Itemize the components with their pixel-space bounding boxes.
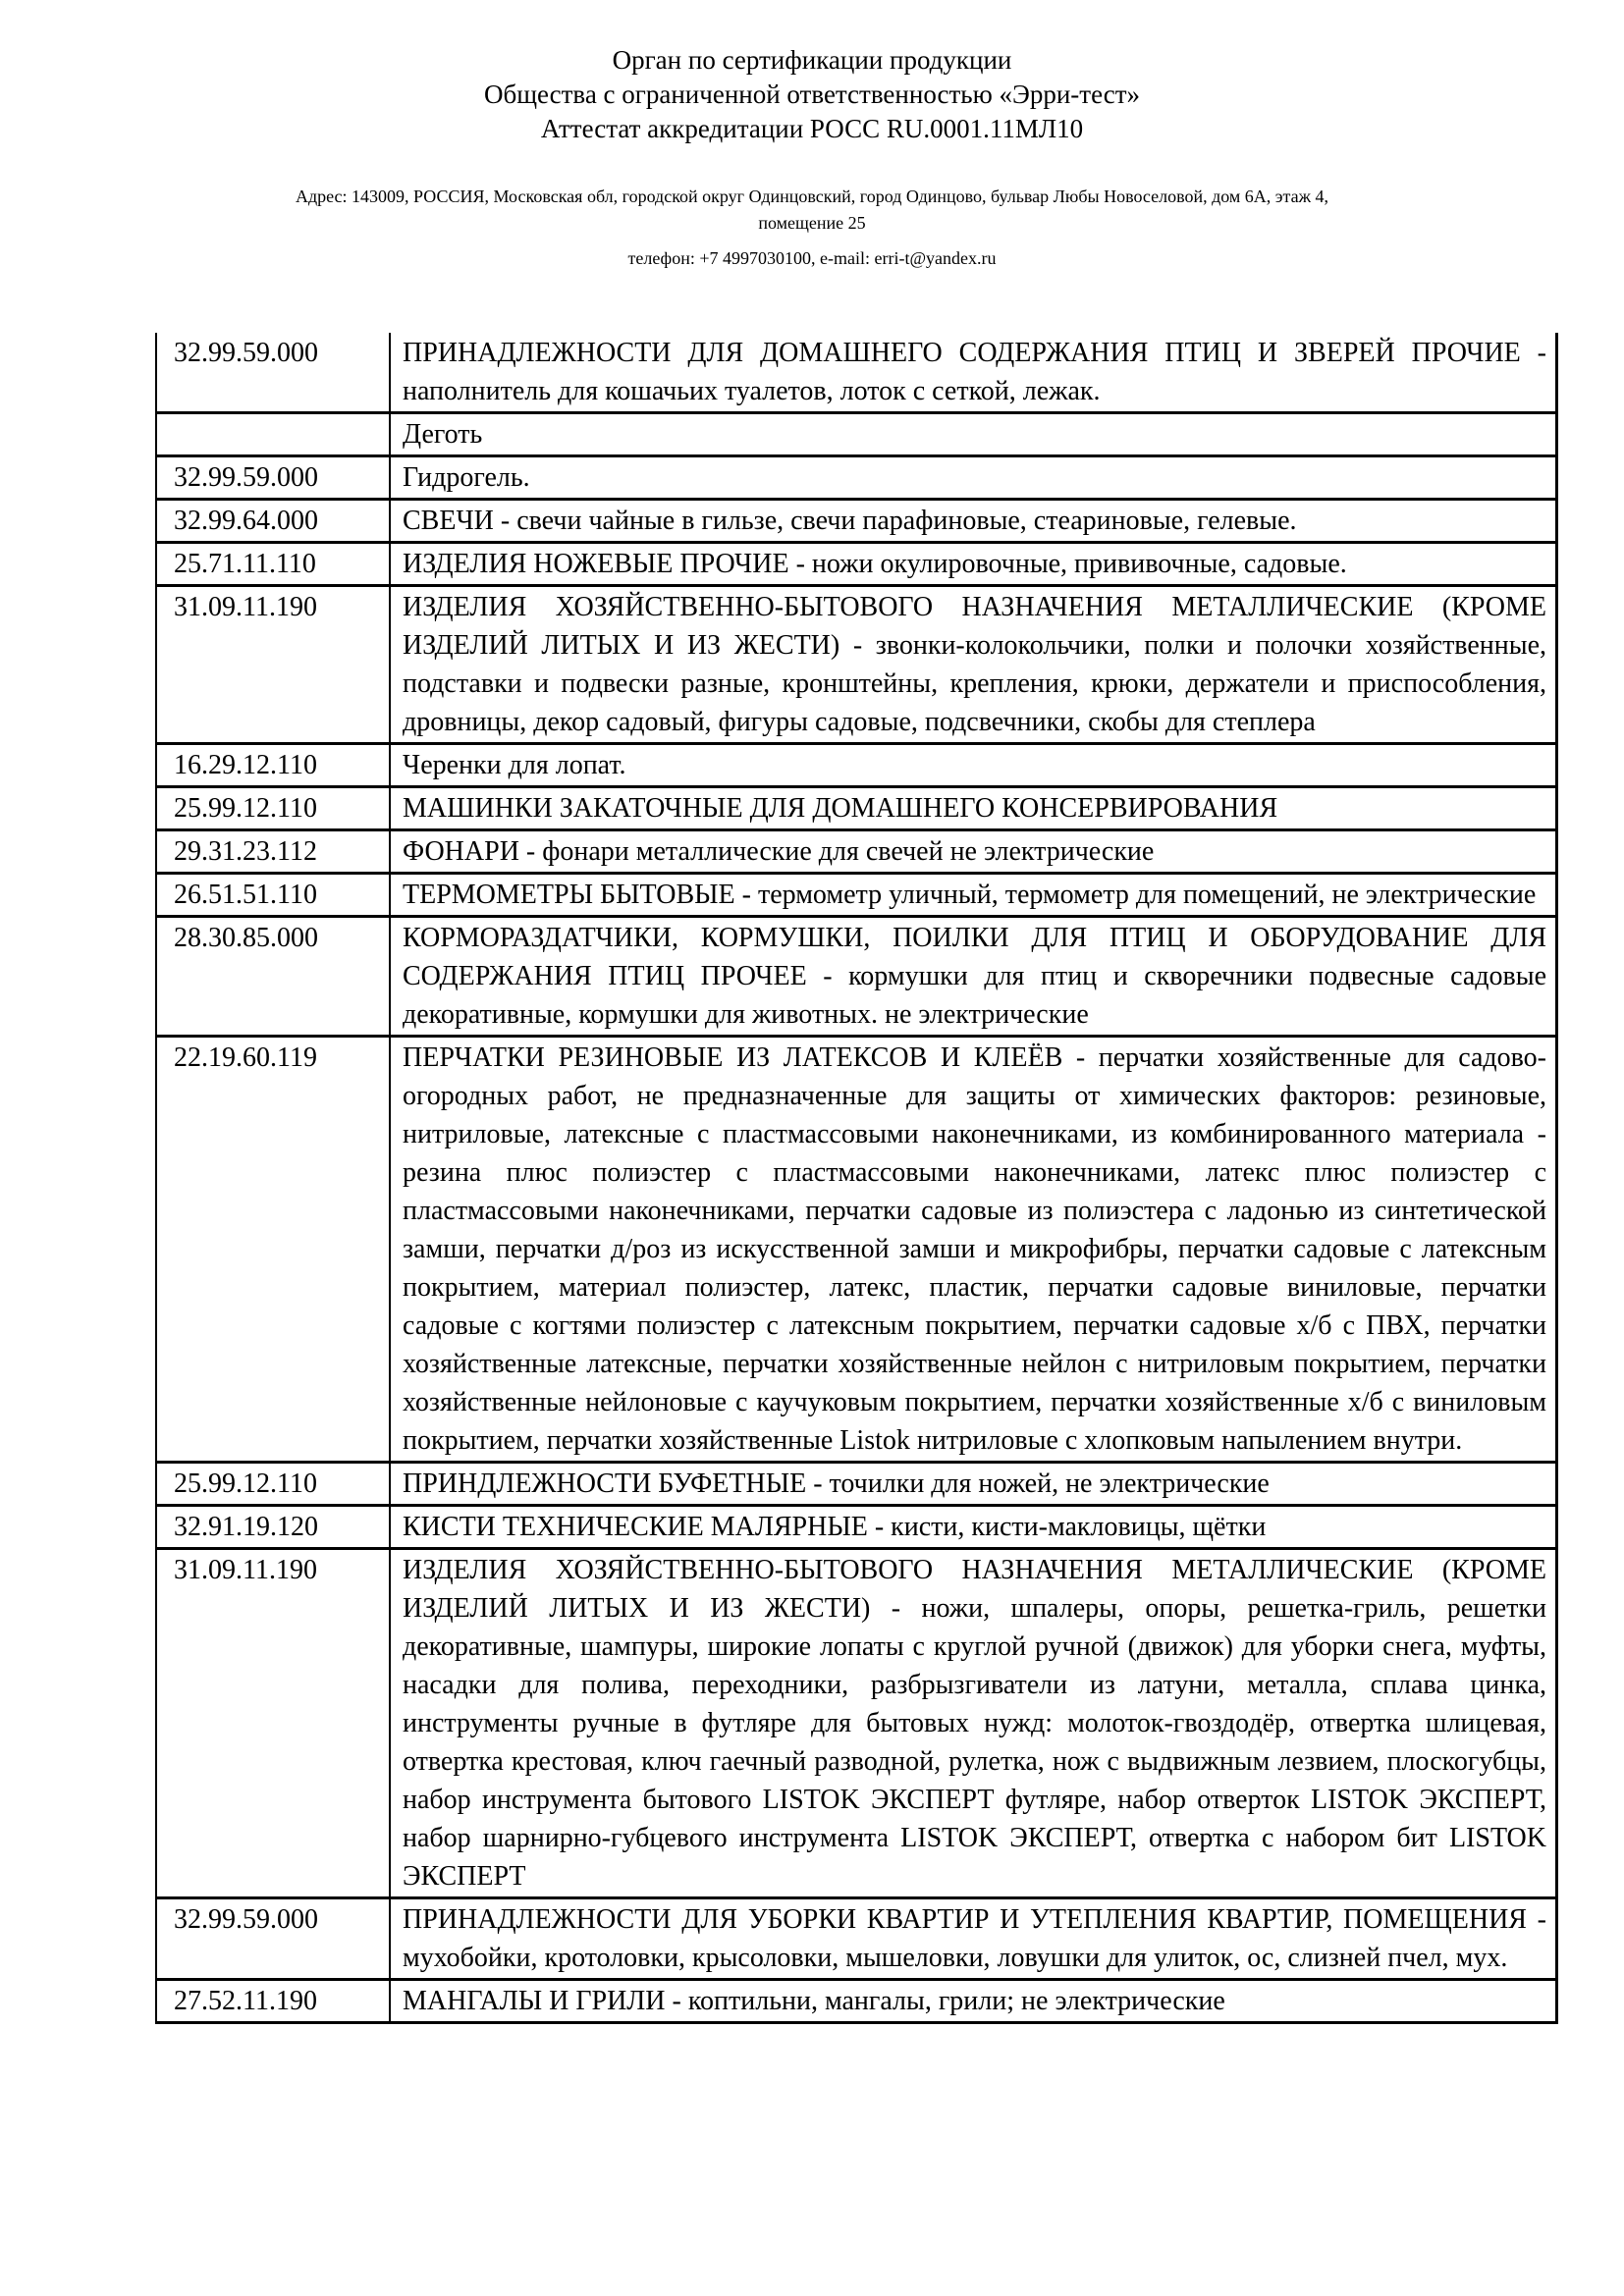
description-cell: СВЕЧИ - свечи чайные в гильзе, свечи парафиновые, стеариновые, гелевые. [403,506,1297,536]
org-title-line2: Общества с ограниченной ответственностью «Эрри-тест» [483,80,1141,109]
table-row [157,1550,1555,1899]
address-block [0,184,1624,272]
code-cell: 25.99.12.110 [157,788,391,828]
code-cell: 32.91.19.120 [157,1507,391,1547]
description-cell: КИСТИ ТЕХНИЧЕСКИЕ МАЛЯРНЫЕ - кисти, кисти-макловицы, щётки [403,1512,1267,1542]
table-row [157,587,1555,745]
contact-line: телефон: +7 4997030100, e-mail: erri-t@yandex.ru [627,248,997,268]
table-row [157,501,1555,544]
code-cell: 29.31.23.112 [157,831,391,872]
code-cell: 32.99.59.000 [157,1899,391,1978]
code-cell: 28.30.85.000 [157,918,391,1035]
table-row [157,875,1555,918]
table-row [157,457,1555,501]
code-cell: 25.99.12.110 [157,1464,391,1504]
code-cell [157,414,391,454]
description-cell: ФОНАРИ - фонари металлические для свечей не электрические [403,836,1155,867]
table-row [157,1981,1555,2024]
code-cell: 32.99.59.000 [157,457,391,498]
address-line2: помещение 25 [758,213,866,233]
code-cell: 22.19.60.119 [157,1038,391,1461]
table-row [157,1464,1555,1507]
table-row [157,1899,1555,1981]
accreditation-line: Аттестат аккредитации РОСС RU.0001.11МЛ10 [540,114,1084,143]
table-row [157,831,1555,875]
description-cell: Гидрогель. [403,462,530,493]
description-cell: ИЗДЕЛИЯ ХОЗЯЙСТВЕННО-БЫТОВОГО НАЗНАЧЕНИЯ МЕТАЛЛИЧЕСКИЕ (КРОМЕ ИЗДЕЛИЙ ЛИТЫХ И ИЗ ЖЕСТИ) - звонки-колокольчики, полки и полочки хозяйственные, подставки и подвески разные, кронштейны, крепления, крюки, держатели и приспособления, дровницы, декор садовый, фигуры садовые, подсвечники, скобы для степлера [403,592,1546,737]
description-cell: ПЕРЧАТКИ РЕЗИНОВЫЕ ИЗ ЛАТЕКСОВ И КЛЕЁВ - перчатки хозяйственные для садово-огородных работ, не предназначенные для защиты от химических факторов: резиновые, нитриловые, латексные с пластмассовыми наконечниками, из комбинированного материала - резина плюс полиэстер с пластмассовыми наконечниками, латекс плюс полиэстер с пластмассовыми наконечниками, перчатки садовые из полиэстера с ладонью из синтетической замши, перчатки д/роз из искусственной замши и микрофибры, перчатки садовые с латексным покрытием, материал полиэстер, латекс, пластик, перчатки садовые виниловые, перчатки садовые с когтями полиэстер с латексным покрытием, перчатки садовые х/б с ПВХ, перчатки хозяйственные латексные, перчатки хозяйственные нейлон с нитриловым покрытием, перчатки хозяйственные нейлоновые с каучуковым покрытием, перчатки хозяйственные х/б с виниловым покрытием, перчатки хозяйственные Listok нитриловые с хлопковым напылением внутри. [403,1042,1546,1456]
code-cell: 31.09.11.190 [157,1550,391,1896]
code-cell: 32.99.59.000 [157,333,391,411]
table-row [157,1507,1555,1550]
description-cell: ТЕРМОМЕТРЫ БЫТОВЫЕ - термометр уличный, термометр для помещений, не электрические [403,880,1537,910]
code-cell: 25.71.11.110 [157,544,391,584]
code-cell: 16.29.12.110 [157,745,391,785]
description-cell: Деготь [403,419,483,450]
code-cell: 32.99.64.000 [157,501,391,541]
table-row [157,788,1555,831]
table-row [157,333,1555,414]
description-cell: КОРМОРАЗДАТЧИКИ, КОРМУШКИ, ПОИЛКИ ДЛЯ ПТИЦ И ОБОРУДОВАНИЕ ДЛЯ СОДЕРЖАНИЯ ПТИЦ ПРОЧЕЕ - кормушки для птиц и скворечники подвесные садовые декоративные, кормушки для животных. не электрические [403,923,1546,1030]
product-codes-table [155,333,1558,2024]
document-header [0,0,1624,272]
description-cell: ИЗДЕЛИЯ НОЖЕВЫЕ ПРОЧИЕ - ножи окулировочные, прививочные, садовые. [403,549,1347,579]
code-cell: 31.09.11.190 [157,587,391,742]
table-row [157,745,1555,788]
table-row [157,1038,1555,1464]
description-cell: МАШИНКИ ЗАКАТОЧНЫЕ ДЛЯ ДОМАШНЕГО КОНСЕРВИРОВАНИЯ [403,793,1278,824]
table-row [157,918,1555,1038]
address-line1: Адрес: 143009, РОССИЯ, Московская обл, городской округ Одинцовский, город Одинцово, бульвар Любы Новоселовой, дом 6А, этаж 4, [295,187,1329,206]
description-cell: МАНГАЛЫ И ГРИЛИ - коптильни, мангалы, грили; не электрические [403,1986,1225,2016]
description-cell: Черенки для лопат. [403,750,626,780]
org-title-line1: Орган по сертификации продукции [612,45,1012,75]
description-cell: ПРИНДЛЕЖНОСТИ БУФЕТНЫЕ - точилки для ножей, не электрические [403,1468,1270,1499]
description-cell: ПРИНАДЛЕЖНОСТИ ДЛЯ ДОМАШНЕГО СОДЕРЖАНИЯ ПТИЦ И ЗВЕРЕЙ ПРОЧИЕ - наполнитель для кошачьих туалетов, лоток с сеткой, лежак. [403,338,1546,406]
description-cell: ПРИНАДЛЕЖНОСТИ ДЛЯ УБОРКИ КВАРТИР И УТЕПЛЕНИЯ КВАРТИР, ПОМЕЩЕНИЯ - мухобойки, кротоловки, крысоловки, мышеловки, ловушки для улиток, ос, слизней пчел, мух. [403,1904,1546,1973]
table-row [157,544,1555,587]
code-cell: 26.51.51.110 [157,875,391,915]
description-cell: ИЗДЕЛИЯ ХОЗЯЙСТВЕННО-БЫТОВОГО НАЗНАЧЕНИЯ МЕТАЛЛИЧЕСКИЕ (КРОМЕ ИЗДЕЛИЙ ЛИТЫХ И ИЗ ЖЕСТИ) - ножи, шпалеры, опоры, решетка-гриль, решетки декоративные, шампуры, широкие лопаты с круглой ручной (движок) для уборки снега, муфты, насадки для полива, переходники, разбрызгиватели из латуни, металла, сплава цинка, инструменты ручные в футляре для бытовых нужд: молоток-гвоздодёр, отвертка шлицевая, отвертка крестовая, ключ гаечный разводной, рулетка, нож с выдвижным лезвием, плоскогубцы, набор инструмента бытового LISTOK ЭКСПЕРТ футляре, набор отверток LISTOK ЭКСПЕРТ, набор шарнирно-губцевого инструмента LISTOK ЭКСПЕРТ, отвертка с набором бит LISTOK ЭКСПЕРТ [403,1555,1546,1892]
table-row [157,414,1555,457]
code-cell: 27.52.11.190 [157,1981,391,2021]
